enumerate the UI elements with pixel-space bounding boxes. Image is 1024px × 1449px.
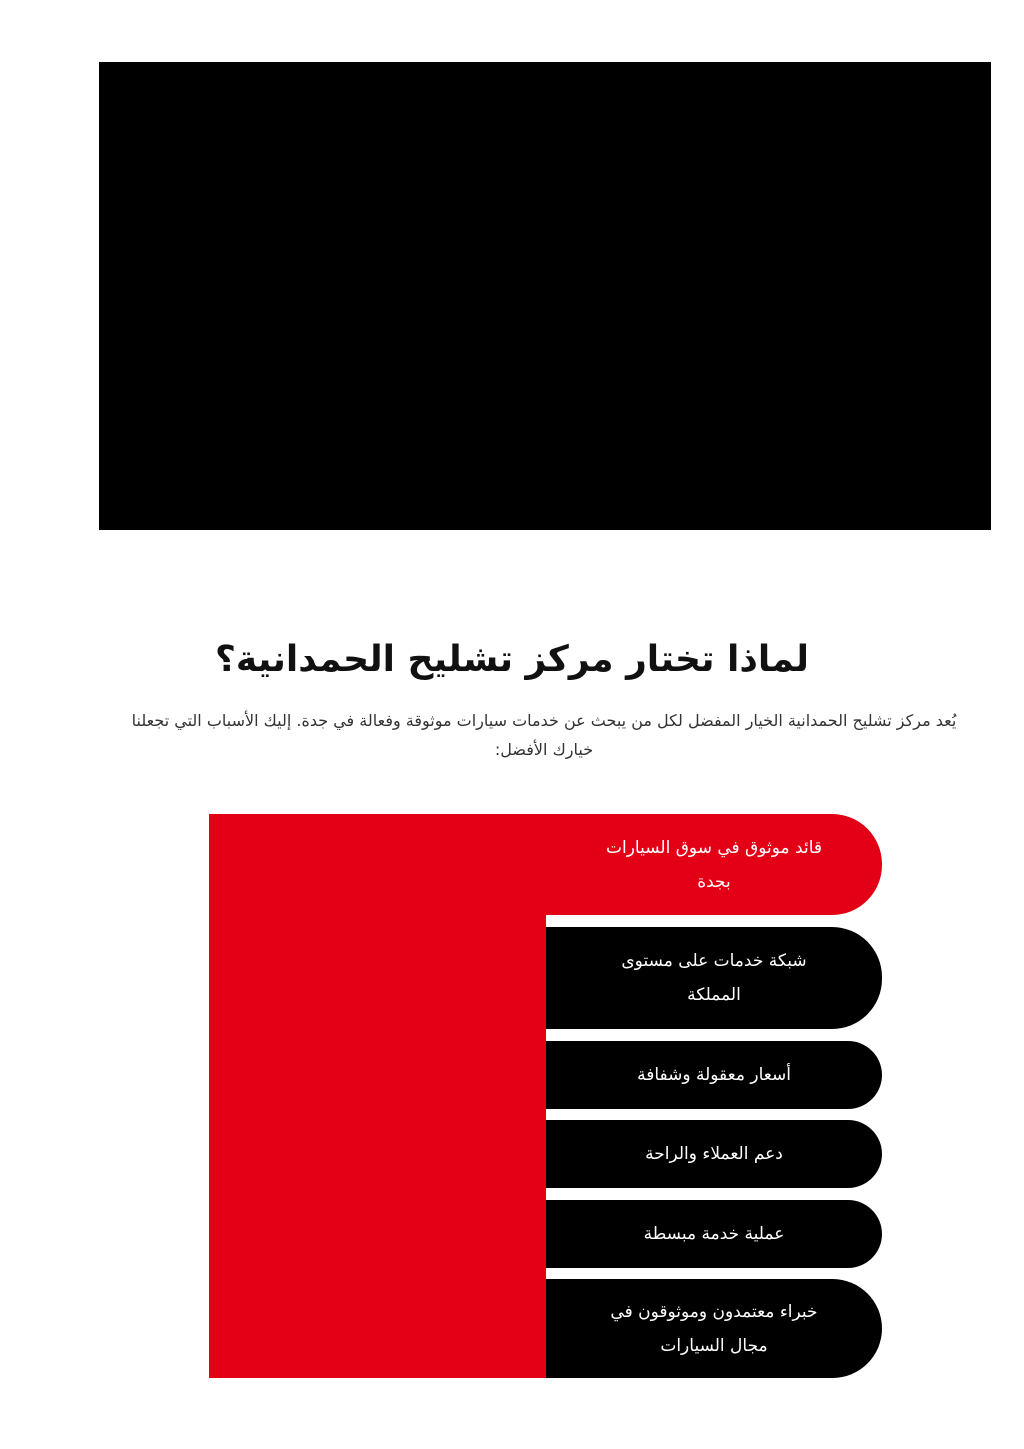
section-title: لماذا تختار مركز تشليح الحمدانية؟ xyxy=(214,639,810,680)
reason-tab-label: قائد موثوق في سوق السيارات بجدة xyxy=(606,837,822,892)
reason-tab-label: أسعار معقولة وشفافة xyxy=(637,1065,791,1085)
section-intro: يُعد مركز تشليح الحمدانية الخيار المفضل لكل من يبحث عن خدمات سيارات موثوقة وفعالة في جدة. إليك الأسباب التي تجعلنا خيارك الأفضل: xyxy=(131,711,957,759)
reason-tab-label: خبراء معتمدون وموثوقون في مجال السيارات xyxy=(610,1301,818,1356)
red-content-panel xyxy=(209,814,546,1378)
reason-tab-service-network[interactable] xyxy=(546,927,882,1029)
reason-tab-trusted-leader[interactable] xyxy=(546,814,882,915)
reason-tab-label: عملية خدمة مبسطة xyxy=(643,1224,785,1244)
reason-tab-fair-prices[interactable] xyxy=(546,1041,882,1109)
reason-tab-certified-experts[interactable] xyxy=(546,1279,882,1378)
reason-tab-customer-support[interactable] xyxy=(546,1120,882,1188)
reason-tab-label: شبكة خدمات على مستوى المملكة xyxy=(621,951,807,1005)
video-player[interactable] xyxy=(99,62,991,530)
reason-tab-label: دعم العملاء والراحة xyxy=(645,1144,783,1164)
reason-tab-simple-process[interactable] xyxy=(546,1200,882,1268)
